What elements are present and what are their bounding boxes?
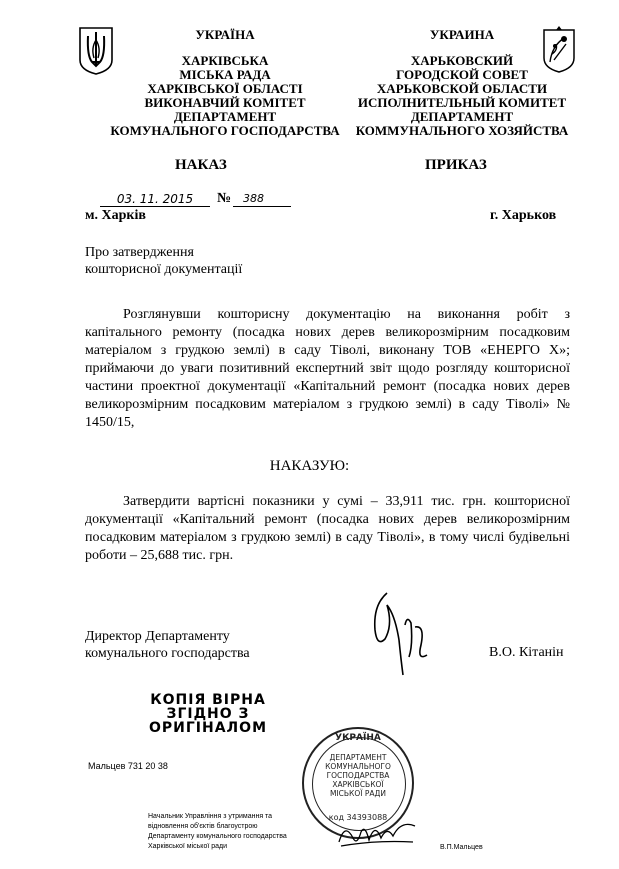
seal-line: ХАРКІВСЬКОЇ [332,780,384,789]
copy-stamp-line: ЗГІДНО З [166,706,250,722]
copy-stamp-line: КОПІЯ ВІРНА [150,692,266,708]
certifier-line: Начальник Управління з утримання та [148,813,273,820]
subject-line: Про затвердження [85,245,194,260]
seal-line: ДЕПАРТАМЕНТ [329,753,387,762]
registration-number-label: № [217,191,232,206]
subject [85,244,242,278]
seal-code: код 34393088 [328,813,388,822]
certifier-position [148,812,328,852]
certifier-line: Харківської міської ради [148,843,228,850]
subject-line: кошторисної документації [85,262,243,277]
certifier-signature [335,812,420,852]
paragraph-approve: Затвердити вартісні показники у сумі – 33,911 тис. грн. кошторисної документації «Капітальний ремонт (посадка нових дерев великорозмірним посадковим матеріалом з грудкою землі) в саду Тіволі», в тому числі будівельні роботи – 25,688 тис. грн. [85,494,570,563]
signatory-name: В.О. Кітанін [489,645,564,660]
registration-date: 03. 11. 2015 [100,192,210,207]
seal-ring-text: УКРАЇНА [335,733,381,743]
org-line: ВИКОНАВЧИЙ КОМІТЕТ [144,95,306,110]
paragraph-considering: Розглянувши кошторисну документацію на виконання робіт з капітального ремонту (посадка нових дерев великорозмірним посадковим матеріалом з грудкою землі) в саду Тіволі, виконану ТОВ «ЕНЕРГО Х»; приймаючи до уваги позитивний експертний звіт щодо розгляду кошторисної частини проектної документації «Капітальний ремонт (посадка нових дерев великорозмірним посадковим матеріалом з грудкою землі) в саду Тіволі» № 1450/15, [85,307,570,430]
org-line: ХАРЬКОВСКИЙ [410,53,514,68]
org-line: МІСЬКА РАДА [179,67,271,82]
header-right [352,28,572,138]
org-line: ХАРКІВСЬКОЇ ОБЛАСТІ [147,81,303,96]
country-label: УКРАЇНА [195,27,255,42]
doc-type-left: НАКАЗ [175,157,227,173]
copy-stamp [138,693,278,735]
city-left: м. Харків [85,208,146,223]
org-line: ХАРЬКОВСКОЙ ОБЛАСТИ [376,81,548,96]
signatory-position-line: Директор Департаменту [85,629,230,644]
country-label: УКРАИНА [429,27,495,42]
signatory-position [85,628,250,662]
seal-line: МІСЬКОЇ РАДИ [329,789,386,798]
signatory-position-line: комунального господарства [85,646,250,661]
registration-number: 388 [233,192,291,207]
seal-center [312,753,404,798]
org-line: ДЕПАРТАМЕНТ [173,109,277,124]
header-left [100,28,350,138]
seal-line: КОМУНАЛЬНОГО [325,762,391,771]
director-signature [365,585,445,680]
order-word: НАКАЗУЮ: [269,458,350,474]
org-line: ХАРКІВСЬКА [181,53,269,68]
seal-line: ГОСПОДАРСТВА [326,771,390,780]
copy-stamp-line: ОРИГІНАЛОМ [148,720,268,736]
city-right: г. Харьков [490,208,557,223]
org-line: ИСПОЛНИТЕЛЬНЫЙ КОМИТЕТ [357,95,567,110]
certifier-name: В.П.Мальцев [440,844,483,851]
executor: Мальцев 731 20 38 [88,761,168,771]
org-line: КОМУНАЛЬНОГО ГОСПОДАРСТВА [110,123,340,138]
org-line: ДЕПАРТАМЕНТ [410,109,514,124]
certifier-line: Департаменту комунального господарства [148,833,287,840]
org-line: КОММУНАЛЬНОГО ХОЗЯЙСТВА [355,123,569,138]
org-line: ГОРОДСКОЙ СОВЕТ [396,67,528,82]
certifier-line: відновлення об'єктів благоустрою [148,823,258,830]
doc-type-right: ПРИКАЗ [425,157,487,173]
